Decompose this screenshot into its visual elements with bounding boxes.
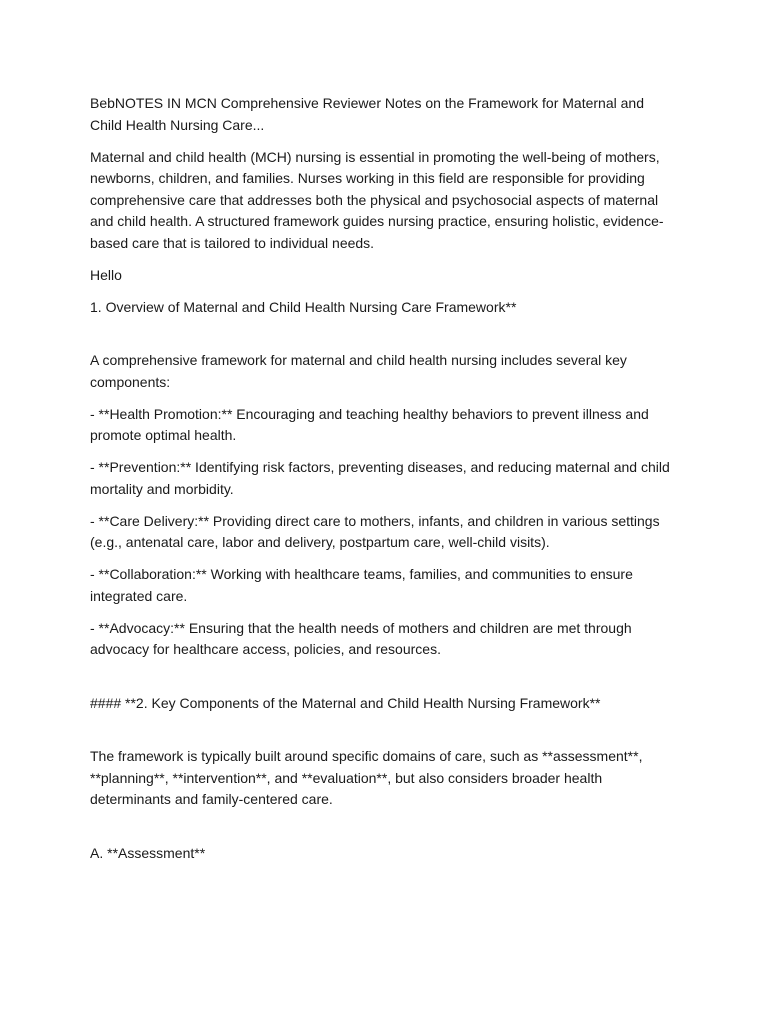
spacer: [90, 329, 678, 351]
section-1-lead: A comprehensive framework for maternal and child health nursing includes several key components:: [90, 352, 627, 390]
spacer: [90, 725, 678, 747]
component-advocacy: - **Advocacy:** Ensuring that the health needs of mothers and children are met through advocacy for healthcare access, policies, and resources.: [90, 619, 632, 657]
section-2-lead: The framework is typically built around specific domains of care, such as **assessment**, **planning**, **intervention**, and **evaluation**, but also considers broader health determinants and family-centered care.: [90, 748, 643, 807]
component-health-promotion: - **Health Promotion:** Encouraging and teaching healthy behaviors to prevent illness and promote optimal health.: [90, 405, 649, 443]
component-prevention: - **Prevention:** Identifying risk factors, preventing diseases, and reducing maternal and child mortality and morbidity.: [90, 459, 670, 497]
section-1-heading: 1. Overview of Maternal and Child Health Nursing Care Framework**: [90, 298, 517, 315]
greeting-text: Hello: [90, 266, 122, 283]
intro-paragraph: Maternal and child health (MCH) nursing is essential in promoting the well-being of mothers, newborns, children, and families. Nurses working in this field are responsible for providing comprehensive care that addresses both the physical and psychosocial aspects of maternal and child health. A structured framework guides nursing practice, ensuring holistic, evidence-based care that is tailored to individual needs.: [90, 148, 664, 251]
component-collaboration: - **Collaboration:** Working with healthcare teams, families, and communities to ensure integrated care.: [90, 566, 633, 604]
spacer: [90, 821, 678, 843]
document-title: BebNOTES IN MCN Comprehensive Reviewer Notes on the Framework for Maternal and Child Health Nursing Care...: [90, 95, 644, 133]
spacer: [90, 671, 678, 693]
subsection-a-heading: A. **Assessment**: [90, 844, 206, 861]
section-2-heading: #### **2. Key Components of the Maternal and Child Health Nursing Framework**: [90, 694, 601, 711]
component-care-delivery: - **Care Delivery:** Providing direct care to mothers, infants, and children in various settings (e.g., antenatal care, labor and delivery, postpartum care, well-child visits).: [90, 512, 660, 550]
